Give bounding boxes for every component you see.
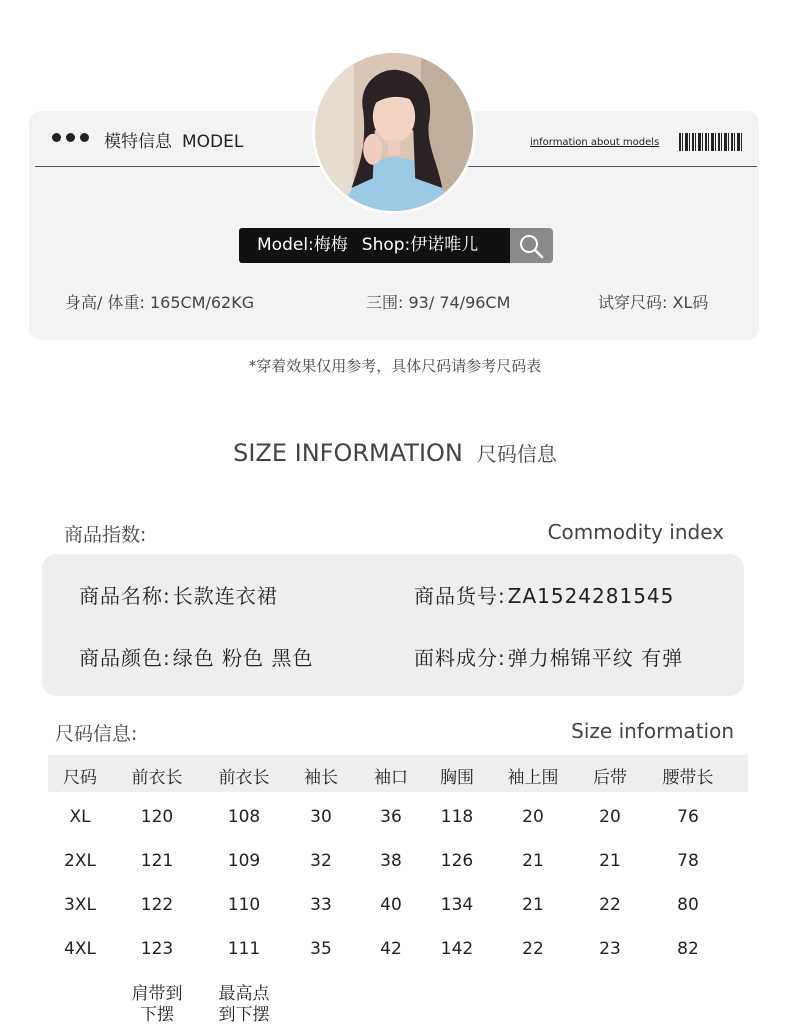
table-cell: 36: [380, 807, 402, 827]
product-color-label: 商品颜色:: [79, 646, 171, 670]
commodity-label-en: Commodity index: [547, 520, 724, 544]
table-header-cell: 尺码: [63, 768, 97, 788]
product-name-value: 长款连衣裙: [172, 584, 278, 608]
table-footnote: 肩带到 下摆: [131, 984, 183, 1025]
table-cell: 23: [599, 939, 621, 959]
size-title-cn: 尺码信息: [476, 442, 557, 466]
table-cell: 30: [310, 807, 332, 827]
product-fabric-label: 面料成分:: [414, 646, 506, 670]
table-cell: 76: [677, 807, 699, 827]
table-cell: 42: [380, 939, 402, 959]
table-cell: 21: [522, 851, 544, 871]
table-footnote: 最高点 到下摆: [218, 984, 270, 1025]
table-header-cell: 袖口: [374, 768, 408, 788]
table-header-cell: 腰带长: [662, 768, 714, 788]
table-cell: 22: [522, 939, 544, 959]
search-button[interactable]: [510, 228, 553, 263]
model-height-weight: 身高/ 体重: 165CM/62KG: [65, 293, 255, 312]
size-table-label-en: Size information: [571, 719, 734, 743]
size-title-en: SIZE INFORMATION: [233, 439, 463, 467]
table-cell: 82: [677, 939, 699, 959]
product-name: [79, 580, 278, 609]
size-note: *穿着效果仅用参考，具体尺码请参考尺码表: [248, 357, 542, 375]
table-cell: 33: [310, 895, 332, 915]
barcode-icon: [679, 133, 744, 151]
table-cell: 134: [440, 895, 474, 915]
table-cell: 109: [227, 851, 261, 871]
model-measurements: 三围: 93/ 74/96CM: [366, 293, 511, 312]
model-name: Model:梅梅: [257, 235, 348, 255]
dots-icon: [52, 133, 89, 142]
table-cell: 123: [140, 939, 174, 959]
table-cell: 38: [380, 851, 402, 871]
table-cell: 35: [310, 939, 332, 959]
model-section-title: [104, 127, 243, 152]
table-cell: 20: [599, 807, 621, 827]
table-cell: 122: [140, 895, 174, 915]
table-cell: 126: [440, 851, 474, 871]
table-header-cell: 后带: [593, 768, 627, 788]
table-cell: XL: [69, 807, 91, 827]
table-cell: 108: [227, 807, 261, 827]
size-table-label-cn: 尺码信息:: [55, 723, 138, 745]
table-header-cell: 前衣长: [131, 768, 183, 788]
model-name-bar: [239, 228, 511, 263]
product-color-value: 绿色 粉色 黑色: [172, 646, 314, 670]
table-cell: 80: [677, 895, 699, 915]
table-cell: 121: [140, 851, 174, 871]
commodity-card: [42, 554, 744, 696]
product-fabric-value: 弹力棉锦平纹 有弹: [507, 646, 684, 670]
table-cell: 142: [440, 939, 474, 959]
table-header-cell: 袖长: [304, 768, 338, 788]
model-try-size: 试穿尺码: XL码: [598, 293, 709, 312]
table-cell: 120: [140, 807, 174, 827]
model-avatar: [312, 50, 476, 214]
search-icon: [517, 232, 545, 260]
table-cell: 21: [522, 895, 544, 915]
info-about-models: information about models: [530, 137, 660, 148]
table-header-cell: 袖上围: [507, 768, 559, 788]
product-sku: [414, 580, 674, 609]
table-cell: 3XL: [64, 895, 96, 915]
product-name-label: 商品名称:: [79, 584, 171, 608]
table-cell: 111: [227, 939, 261, 959]
table-cell: 78: [677, 851, 699, 871]
model-title-cn: 模特信息: [104, 132, 172, 152]
product-colors: [79, 642, 313, 671]
product-sku-label: 商品货号:: [414, 584, 506, 608]
table-cell: 4XL: [64, 939, 96, 959]
table-cell: 40: [380, 895, 402, 915]
table-cell: 2XL: [64, 851, 96, 871]
table-cell: 118: [440, 807, 474, 827]
size-section-title: [0, 438, 790, 467]
table-cell: 110: [227, 895, 261, 915]
shop-name: Shop:伊诺唯儿: [361, 235, 479, 255]
model-title-en: MODEL: [182, 132, 244, 152]
product-fabric: [414, 642, 683, 671]
table-header-cell: 胸围: [440, 768, 474, 788]
table-cell: 22: [599, 895, 621, 915]
commodity-label-cn: 商品指数:: [64, 524, 147, 546]
table-header-cell: 前衣长: [218, 768, 270, 788]
table-cell: 32: [310, 851, 332, 871]
table-cell: 21: [599, 851, 621, 871]
product-sku-value: ZA1524281545: [507, 584, 675, 608]
table-cell: 20: [522, 807, 544, 827]
